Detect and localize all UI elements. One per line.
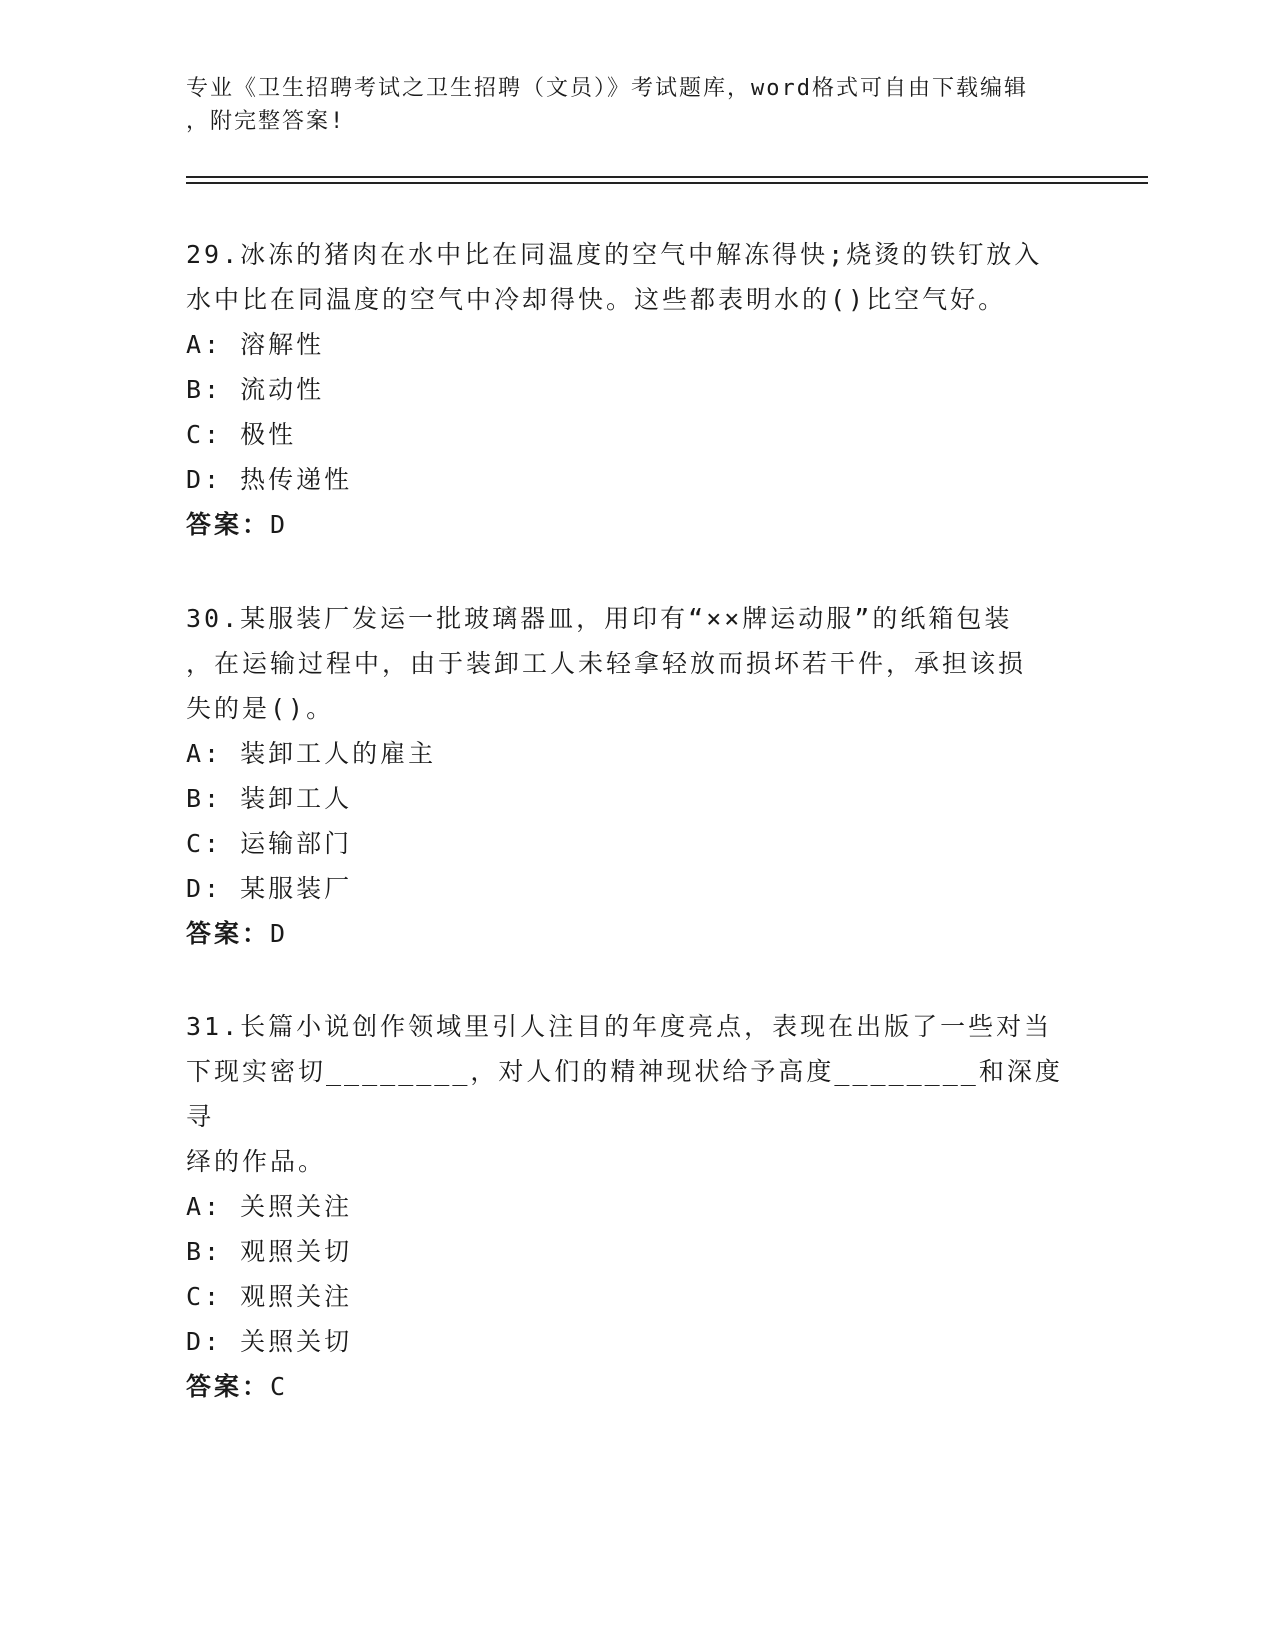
question-line: 下现实密切________，对人们的精神现状给予高度________和深度寻 bbox=[186, 1057, 1063, 1131]
option-b bbox=[186, 367, 1086, 412]
option-a bbox=[186, 1184, 1086, 1229]
option-d bbox=[186, 1319, 1086, 1364]
question-line: 29.冰冻的猪肉在水中比在同温度的空气中解冻得快;烧烫的铁钉放入 bbox=[186, 240, 1043, 269]
answer-line bbox=[186, 1364, 1086, 1409]
option-text: 极性 bbox=[240, 420, 297, 449]
option-text: 溶解性 bbox=[240, 330, 325, 359]
option-c bbox=[186, 412, 1086, 457]
question-line: 30.某服装厂发运一批玻璃器皿，用印有“××牌运动服”的纸箱包装 bbox=[186, 604, 1013, 633]
option-key: B: bbox=[186, 375, 223, 404]
question-line: 失的是()。 bbox=[186, 694, 335, 723]
option-key: A: bbox=[186, 1192, 223, 1221]
option-text: 观照关注 bbox=[240, 1282, 353, 1311]
answer-line bbox=[186, 911, 1086, 956]
option-key: D: bbox=[186, 465, 223, 494]
answer-label: 答案： bbox=[186, 510, 271, 539]
option-b bbox=[186, 776, 1086, 821]
question-31 bbox=[186, 1004, 1086, 1409]
question-line: 水中比在同温度的空气中冷却得快。这些都表明水的()比空气好。 bbox=[186, 285, 1007, 314]
option-text: 装卸工人 bbox=[240, 784, 353, 813]
answer-line bbox=[186, 502, 1086, 547]
option-text: 观照关切 bbox=[240, 1237, 353, 1266]
header-divider-bottom bbox=[186, 182, 1148, 184]
option-text: 装卸工人的雇主 bbox=[240, 739, 437, 768]
question-30 bbox=[186, 596, 1086, 956]
question-line: 绎的作品。 bbox=[186, 1147, 327, 1176]
option-key: C: bbox=[186, 829, 223, 858]
option-text: 关照关切 bbox=[240, 1327, 353, 1356]
option-text: 某服装厂 bbox=[240, 874, 353, 903]
question-line: ，在运输过程中，由于装卸工人未轻拿轻放而损坏若干件，承担该损 bbox=[186, 649, 1027, 678]
option-d bbox=[186, 866, 1086, 911]
header-line-1: 专业《卫生招聘考试之卫生招聘（文员）》考试题库，word格式可自由下载编辑 bbox=[186, 76, 1028, 101]
option-key: B: bbox=[186, 784, 223, 813]
option-b bbox=[186, 1229, 1086, 1274]
option-key: D: bbox=[186, 874, 223, 903]
question-line: 31.长篇小说创作领域里引人注目的年度亮点，表现在出版了一些对当 bbox=[186, 1012, 1053, 1041]
option-key: C: bbox=[186, 1282, 223, 1311]
option-key: B: bbox=[186, 1237, 223, 1266]
option-key: A: bbox=[186, 330, 223, 359]
option-c bbox=[186, 821, 1086, 866]
header-divider-top bbox=[186, 176, 1148, 178]
answer-value: C bbox=[270, 1372, 289, 1401]
option-key: D: bbox=[186, 1327, 223, 1356]
option-text: 运输部门 bbox=[240, 829, 353, 858]
option-c bbox=[186, 1274, 1086, 1319]
answer-label: 答案： bbox=[186, 1372, 271, 1401]
question-29 bbox=[186, 232, 1086, 547]
answer-value: D bbox=[270, 919, 289, 948]
option-text: 热传递性 bbox=[240, 465, 353, 494]
option-a bbox=[186, 731, 1086, 776]
option-text: 关照关注 bbox=[240, 1192, 353, 1221]
option-a bbox=[186, 322, 1086, 367]
document-header bbox=[186, 72, 1086, 138]
option-key: A: bbox=[186, 739, 223, 768]
option-text: 流动性 bbox=[240, 375, 325, 404]
answer-value: D bbox=[270, 510, 289, 539]
option-key: C: bbox=[186, 420, 223, 449]
answer-label: 答案： bbox=[186, 919, 271, 948]
option-d bbox=[186, 457, 1086, 502]
header-line-2: ，附完整答案! bbox=[186, 109, 346, 134]
